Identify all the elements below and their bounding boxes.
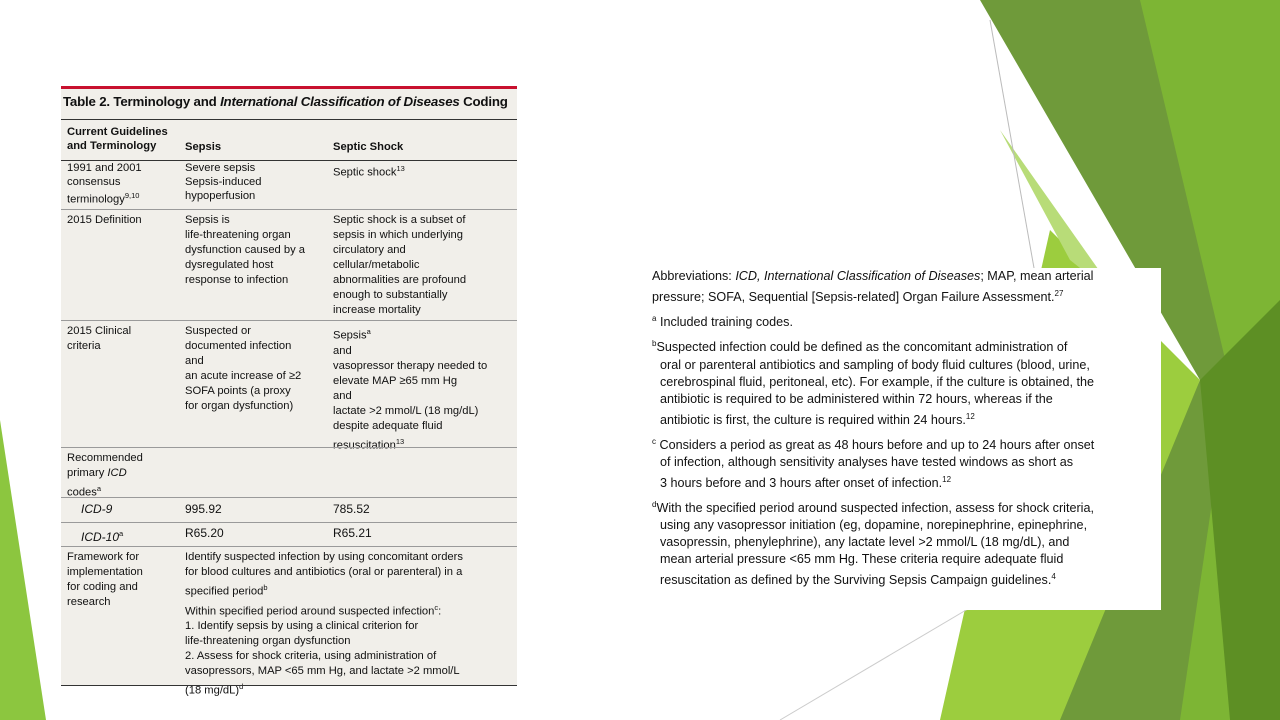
footnote-a: $^a$ Included training codes. — [652, 314, 793, 330]
terminology-table — [61, 86, 517, 698]
row-divider — [61, 497, 517, 498]
row-icd9-sepsis: 995.92 — [185, 502, 222, 516]
row-icd9-shock: 785.52 — [333, 502, 370, 516]
row-icd-codes-term: Recommended primary ICD codes$^a$ — [67, 452, 143, 499]
row-divider — [61, 320, 517, 321]
row-framework-term: Framework for implementation for coding and research — [67, 551, 143, 608]
row-icd10-term: ICD-10$^a$ — [81, 529, 124, 544]
abbreviations-note: Abbreviations: ICD, International Classification of Diseases; MAP, mean arterial pressure; SOFA, Sequential [Sepsis-related] Organ Failure Assessment.$^{27}$ — [652, 269, 1094, 305]
row-clinical-term: 2015 Clinical criteria — [67, 325, 132, 352]
row-divider — [61, 209, 517, 210]
row-definition-term: 2015 Definition — [67, 214, 142, 226]
table-header-row — [61, 119, 517, 161]
header-guidelines: Current Guidelines and Terminology — [67, 126, 168, 152]
row-icd10-shock: R65.21 — [333, 526, 372, 540]
table-footnotes — [646, 268, 1161, 610]
header-sepsis: Sepsis — [185, 141, 222, 153]
footnote-d: $^d$With the specified period around suspected infection, assess for shock criteria, using any vasopressor initiation (eg, dopamine, norepinephrine, epinephrine, vasopressin, phenylephrine), any lactate level >2 mmol/L (18 mg/dL), and mean arterial pressure <65 mm Hg. These criteria require adequate fluid resuscitation as defined by the Surviving Sepsis Campaign guidelines.$^4$ — [652, 500, 1094, 588]
row-divider — [61, 447, 517, 448]
row-definition-shock: Septic shock is a subset of sepsis in which underlying circulatory and cellular/metabolic abnormalities are profound enough to substantially increase mortality — [333, 214, 467, 316]
table-bottom-rule — [61, 685, 517, 686]
row-consensus-term: 1991 and 2001 consensus terminology$^{9,10}$ — [67, 162, 142, 206]
row-icd9-term: ICD-9 — [81, 502, 113, 516]
row-definition-sepsis: Sepsis is life-threatening organ dysfunction caused by a dysregulated host response to infection — [185, 214, 306, 286]
footnote-b: $^b$Suspected infection could be defined as the concomitant administration of oral or parenteral antibiotics and sampling of body fluid cultures (blood, urine, cerebrospinal fluid, peritoneal, etc). For example, if the culture is obtained, the antibiotic is required to be administered within 72 hours, whereas if the antibiotic is first, the culture is required within 24 hours.$^{12}$ — [652, 339, 1095, 427]
left-green-shape — [0, 420, 46, 720]
header-septic-shock: Septic Shock — [333, 141, 404, 153]
row-icd10-sepsis: R65.20 — [185, 526, 224, 540]
row-consensus-shock: Septic shock$^{13}$ — [333, 164, 405, 179]
row-consensus-sepsis: Severe sepsis Sepsis-induced hypoperfusion — [185, 162, 262, 202]
row-framework-content: Identify suspected infection by using concomitant orders for blood cultures and antibiotics (oral or parenteral) in a specified period$^b$ Within specified period around suspected infection$^c$: 1. Identify sepsis by using a clinical criterion for life-threatening organ dysfunction 2. Assess for shock criteria, using administration of vasopressors, MAP <65 mm Hg, and lactate >2 mmol/L (18 mg/dL)$^d$ — [185, 551, 463, 698]
row-clinical-shock: Sepsis$^a$ and vasopressor therapy needed to elevate MAP ≥65 mm Hg and lactate >2 mmol/L (18 mg/dL) despite adequate fluid resuscitation$^{13}$ — [333, 327, 488, 452]
row-clinical-sepsis: Suspected or documented infection and an acute increase of ≥2 SOFA points (a proxy for organ dysfunction) — [185, 325, 302, 412]
footnote-c: $^c$ Considers a period as great as 48 hours before and up to 24 hours after onset of infection, although sensitivity analyses have tested windows as short as 3 hours before and 3 hours after onset of infection.$^{12}$ — [652, 436, 1095, 491]
row-divider — [61, 522, 517, 523]
row-divider — [61, 546, 517, 547]
table-title: Table 2. Terminology and International Classification of Diseases Coding — [63, 94, 508, 109]
